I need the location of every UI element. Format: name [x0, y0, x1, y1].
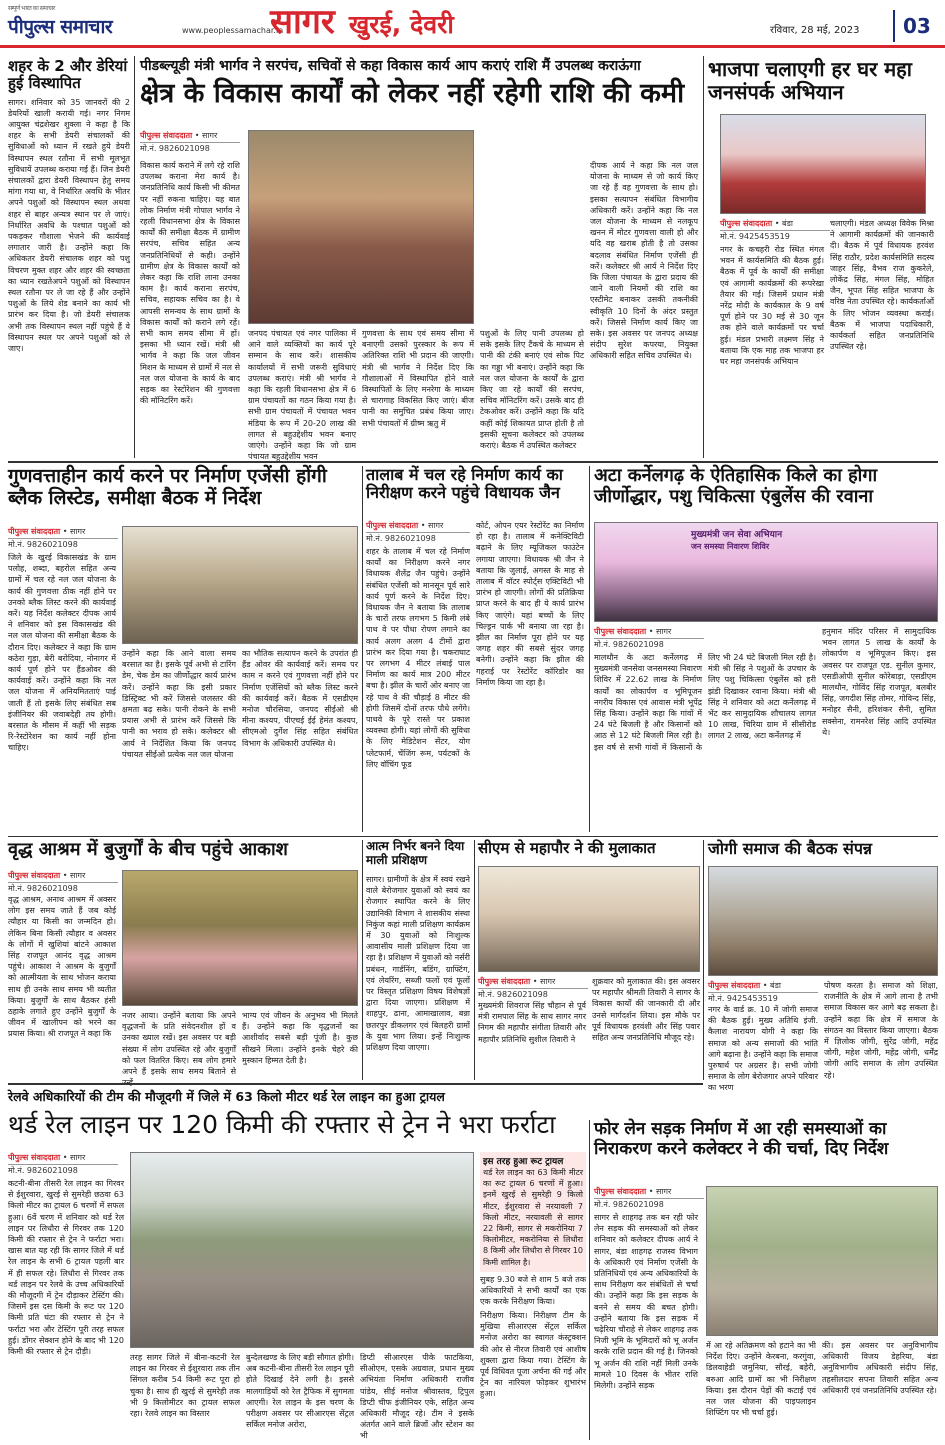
headline: तालाब में चल रहे निर्माण कार्य का निरीक्षण करने पहुंचे विधायक जैन	[366, 465, 563, 503]
issue-date: रविवार, 28 मई, 2023	[770, 25, 860, 36]
byline: पीपुल्स संवाददाता • बंडा	[708, 980, 818, 993]
mobile-number: मो.नं. 9826021098	[366, 534, 436, 543]
headline: सीएम से महापौर ने की मुलाकात	[478, 839, 656, 857]
city-title: सागर खुरई, देवरी	[270, 2, 454, 42]
kicker: रेलवे अधिकारियों की टीम की मौजूदगी में जिले में 63 किलो मीटर थर्ड रेल लाइन का हुआ ट्रायल	[8, 1089, 445, 1104]
sub-cities: खुरई, देवरी	[348, 10, 454, 39]
mobile-number: मो.नं. 9826021098	[8, 540, 78, 549]
story-blacklist-agency	[8, 466, 360, 832]
story-four-lane-road	[594, 1120, 938, 1440]
column-2: कोर्ट, ओपन एयर रेस्टोरेंट का निर्माण हो रहा है। तालाब में कनेक्टिविटी बढ़ाने के लिए म्यूजिकल फाउंटेन लगाया जाएगा। विधायक श्री जैन ने बताया कि जुलाई, अगस्त के माह से तालाब में वॉटर स्पोर्ट्स एक्टिविटी भी प्रारंभ हो जाएगी। लोगों की प्रतिक्रिया प्राप्त करने के बाद ही ये कार्य प्रारंभ किए जाएंगे। यहां बच्चों के लिए चिल्ड्रन पार्क भी बनाया जा रहा है। झील का निर्माण पूरा होने पर यह जगह शहर की सबसे सुंदर जगह बनेगी। उन्होंने कहा कि झील की गहराई पर रेस्टोरेंट कॉरिडोर का निर्माण किया जा रहा है।	[476, 521, 584, 687]
mobile-number: मो.नं. 9425453519	[708, 994, 778, 1003]
headline: क्षेत्र के विकास कार्यों को लेकर नहीं रहेगी राशि की कमी	[140, 78, 685, 109]
story-development-funds	[140, 56, 700, 462]
byline: पीपुल्स संवाददाता • सागर	[478, 976, 588, 989]
column-2: में आ रहे अतिक्रमण को हटाने का भी निर्देश दिए। उन्होंने केरबना, करगुंवा, डिलवाहेडी जमुनिया, सौरई, बहेरी, बरुआ आदि ग्रामों का भी निरीक्षण किया। इस दौरान पेड़ों की कटाई एवं नल जल योजना की पाइपलाइन शिफ्टिंग पर भी चर्चा हुई।	[706, 1341, 816, 1418]
column-1: मुख्यमंत्री शिवराज सिंह चौहान से पूर्व मंत्री रामपाल सिंह के साथ सागर नगर निगम की महापौर संगीता तिवारी और महापौर प्रतिनिधि सुशील तिवारी ने	[478, 1001, 586, 1044]
box-footnote: सुबह 9.30 बजे से शाम 5 बजे तक अधिकारियों ने सभी कार्यों का एक एक करके निरीक्षण किया।	[480, 1275, 586, 1307]
column-2: उन्होंने कहा कि आने वाला समय बरसात का है। इसके पूर्व अभी से टारिंग डेम, चेक डेम का जीर्णोद्धार कार्य प्रारंभ करें। उन्होंने कहा कि इसी प्रकार डिस्ट्रिक्ट भी करें जिससे जलस्तर की क्षमता बढ़ सके। पानी रोकने के सभी प्रयास अभी से प्रारंभ करें जिससे कि पानी का भराव हो सके। कलेक्टर श्री आर्य ने निर्देशित किया कि जनपद पंचायत सीईओ प्रत्येक नल जल योजना	[122, 649, 236, 759]
page-number: 03	[893, 10, 937, 42]
story-mayor-meets-cm	[478, 840, 700, 1080]
column-1: विकास कार्य कराने में लगे रहे राशि उपलब्ध कराना मेरा कार्य है। जनप्रतिनिधि कार्य किसी भी कीमत पर नहीं रुकना चाहिए। यह बात लोक निर्माण मंत्री गोपाल भार्गव ने रहली विधानसभा क्षेत्र के विकास कार्यों की समीक्षा बैठक में ग्रामीण सरपंच, सचिव सहित अन्य जनप्रतिनिधियों से कही। उन्होंने ग्रामीण क्षेत्र के विकास कार्यों को लेकर कहा कि राशि लाना उनका काम है। कार्य कराना सरपंच, सचिव, सहायक सचिव का है। वे आपसी समन्वय के साथ ग्रामों के विकास कार्यों को कराने लगे रहें। सभी काम समय सीमा में हों। इसका भी ध्यान रखें। मंत्री श्री भार्गव ने कहा कि जल जीवन मिशन के माध्यम से ग्रामों में नल से नल जल योजना के कार्य के बाद सड़क का रेस्टोरेशन की गुणवत्ता की मॉनिटरिंग करें।	[140, 161, 240, 406]
railway-track-photo	[130, 1152, 474, 1348]
column-1: कटनी-बीना तीसरी रेल लाइन का गिरवर से ईशुरवारा, खुरई से सुमरेही छठवा 63 किलो मीटर का ट्रायल 6 चरणों में सफल हुआ। 6वें चरण में शनिवार को थर्ड रेल लाइन पर लिधौरा से गिरवर तक 120 किमी की रफ्तार से ट्रेन ने फर्राटा भरा। खास बात यह रही कि सागर जिले में थर्ड रेल लाइन के सभी 6 ट्रायल पहली बार में ही सफल रहे। लिधौरा से गिरवर तक थर्ड लाइन पर रेलवे के उच्च अधिकारियों की मौजूदगी में ट्रेन दौड़ाकर टेस्टिंग की। जिसमें इस दस किमी के रूट पर 120 किमी प्रति घंटा की रफ्तार से ट्रेन ने फर्राटा भरा और टेस्टिंग पूरी तरह सफल हुई। डोंगर सेक्शन होने के बाद भी 120 किमी की रफ्तार से ट्रेन दौड़ी।	[8, 1179, 124, 1357]
headline: वृद्ध आश्रम में बुजुर्गों के बीच पहुंचे आकाश	[8, 839, 288, 860]
column-2: पोषण करता है। समाज को शिक्षा, राजनीति के क्षेत्र में आगे लाना है तभी समाज विकास कर आगे बढ़ सकता है। उन्होंने कहा कि क्षेत्र में समाज के संगठन का विस्तार किया जाएगा। बैठक में ज्ञिलोक जोगी, सुरेंद्र जोगी, महेंद्र जोगी, महेश जोगी, महेंद्र जोगी, धर्मेंद्र जोगी आदि समाज के लोग उपस्थित रहे।	[824, 981, 938, 1080]
column-4: डिप्टी सीआरएस पीके फाटकिया, सीओएम, एसके अग्रवाल, प्रधान मुख्य अभियंता निर्माण अधिकारी राजीव पांडेय, सीई मनोज श्रीवास्तव, ट्रिपुल डिप्टी चीफ इंजीनियर एके, सहित अन्य अधिकारी मौजूद रहे। टीम ने इसके अंतर्गत आने वाले ब्रिजों और स्टेशन का भी	[360, 1353, 474, 1441]
column-5: दीपक आर्य ने कहा कि नल जल योजना के माध्यम से जो कार्य किए जा रहे हैं वह गुणवत्ता के साथ हो। इसका सत्यापन संबंधित विभागीय अधिकारी करें। उन्होंने कहा कि नल जल योजना के माध्यम से नलकूप खनन में मोटर गुणवत्ता वाली हो और यदि वह खराब होती है तो उसका बदलाव संबंधित निर्माण एजेंसी ही करें। कलेक्टर श्री आर्य ने निर्देश दिए कि जिला पंचायत के द्वारा प्रदाय की जाने वाली नियमों की राशि का एस्टीमेट बनाकर उसकी तकनीकी स्वीकृति 10 दिनों के अंदर प्रस्तुत करें। जिससे निर्माण कार्य किए जा सके। इस अवसर पर जनपद अध्यक्ष संदीप सुरेश कपरया, नियुक्त अधिकारी सहित सचिव उपस्थित थे।	[590, 161, 698, 361]
headline: जोगी समाज की बैठक संपन्न	[708, 839, 873, 858]
story-old-age-home	[8, 840, 360, 1080]
mobile-number: मो.नं. 9425453519	[720, 232, 790, 241]
headline: गुणवत्ताहीन कार्य करने पर निर्माण एजेंसी होंगी ब्लैक लिस्टेड, समीक्षा बैठक में निर्देश	[8, 465, 327, 509]
mobile-number: मो.नं. 9826021098	[140, 144, 210, 153]
column-1: नगर के कचहरी रोड स्थित मंगल भवन में कार्यसमिति की बैठक हुई। बैठक में पूर्व के कार्यों की समीक्षा एवं आगामी कार्यक्रमों की रूपरेखा तैयार की गई। जिसमें प्रधान मंत्री नरेंद्र मोदी के कार्यकाल के 9 वर्ष पूर्ण होने पर 30 मई से 30 जून तक होने वाले कार्यक्रमों पर चर्चा हुई। मंडल प्रभारी लक्ष्मण सिंह ने बताया कि एक माह तक भाजपा हर घर महा जनसंपर्क अभियान	[720, 245, 824, 367]
headline: अटा कर्नेलगढ़ के ऐतिहासिक किले का होगा जीर्णोद्धार, पशु चिकित्सा एंबुलेंस की रवाना	[594, 465, 878, 507]
review-meeting-photo	[122, 526, 358, 644]
masthead	[0, 0, 945, 48]
byline: पीपुल्स संवाददाता • सागर	[594, 626, 704, 639]
column-1: वृद्ध आश्रम, अनाथ आश्रम में अक्सर लोग इस समय जाते हैं जब कोई त्यौहार या किसी का जन्मदिन हो। लेकिन बिना किसी त्यौहार व अवसर के लोगों में खुशियां बांटने आकाश सिंह राजपूत आनंद वृद्ध आश्रम पहुंचे। आकाश ने आश्रम के बुजुर्गों को आत्मीयता के साथ भोजन कराया साथ ही उनके साथ समय भी व्यतीत किया। बुजुर्गों के साथ बैठकर हंसी ठहाके लगाते हुए उन्होंने बुजुर्गों के जीवन में खालीपन को भरने का प्रयास किया। श्री राजपूत ने कहा कि	[8, 895, 116, 1039]
story-lake-inspection	[366, 466, 586, 832]
mobile-number: मो.नं. 9826021098	[478, 990, 548, 999]
mobile-number: मो.नं. 9826021098	[594, 640, 664, 649]
byline: पीपुल्स संवाददाता • सागर	[8, 526, 118, 539]
mobile-number: मो.नं. 9826021098	[594, 1200, 664, 1209]
road-inspection-photo	[706, 1186, 938, 1336]
headline: आत्म निर्भर बनने दिया माली प्रशिक्षण	[366, 839, 465, 867]
jogi-meeting-photo	[708, 866, 938, 976]
column-2: हनुमान मंदिर परिसर में सामुदायिक भवन लागत 5 लाख के कार्यों के लोकार्पण व भूमिपूजन किए। इस अवसर पर राजपूत एड. सुनील कुमार, एसडीओपी सुनील कोरेबाड़ा, एसडीएम मालथौन, गोविंद सिंह राजपूत, बलबीर सिंह, जगदीश सिंह तोमर, गोविन्द सिंह, मनोहर सैनी, हरिशंकर सैनी, सुमित सक्सेना, रामनरेश सिंह आदि उपस्थित थे।	[822, 627, 936, 737]
column-3: की। इस अवसर पर अनुविभागीय अधिकारी विजय डेहरिया, बंडा अनुविभागीय अधिकारी संदीप सिंह, तहसीलदार सपना तिवारी सहित अन्य अधिकारी एवं जनप्रतिनिधि उपस्थित रहे।	[822, 1341, 938, 1395]
byline: पीपुल्स संवाददाता • सागर	[366, 520, 470, 533]
story-gardener-training	[366, 840, 470, 1080]
elderly-photo	[122, 870, 358, 1006]
column-3: बुन्देलखण्ड के लिए बड़ी सौगात होगी। अब कटनी-बीना तीसरी रेल लाइन पूरी होते दिखाई देने लगी है। इससे मालगाड़ियों को रेल ट्रैफिक में सुगमता आएगी। रेल लाइन के इस चरण के परीक्षण अवसर पर सीआरएस सेंट्रल सर्किल मनोज अरोरा,	[246, 1353, 354, 1430]
column-2: नजर आया। उन्होंने बताया कि अपने वृद्धजनों के प्रति संवेदनशील हों व उनका ख्याल रखें। इस अवसर पर बड़ी संख्या में लोग उपस्थित रहे और बुजुर्गों को फल वितरित किए। सब लोग हमारे अपने हैं इसके साथ समय बिताने से	[122, 1011, 236, 1077]
column-2: शुक्रवार को मुलाकात की। इस अवसर पर महापौर श्रीमती तिवारी ने सागर के विकास कार्यों की जानकारी दी और उनसे मार्गदर्शन लिया। इस मौके पर पूर्व विधायक हरवंशी और सिंह पवार सहित अन्य जनप्रतिनिधि मौजूद रहे।	[592, 977, 700, 1043]
column-2: चलाएगी। मंडल अध्यक्ष विवेक मिश्रा ने आगामी कार्यक्रमों की जानकारी दी। बैठक में पूर्व विधायक हरवंश सिंह राठौर, प्रदेश कार्यसमिति सदस्य जाहर सिंह, वैभव राज कुकरेले, लोकेंद्र सिंह, मंगल सिंह, मोहित जैन, भूपत सिंह सहित भाजपा के वरिष्ठ नेता उपस्थित रहे। कार्यकर्ताओं के लिए भोजन व्यवस्था कराई। बैठक में भाजपा पदाधिकारी, कार्यकर्ता सहित जनप्रतिनिधि उपस्थित रहे।	[830, 219, 934, 352]
route-trial-box: इस तरह हुआ रूट ट्रायल थर्ड रेल लाइन का 63 किमी मीटर का रूट ट्रायल 6 चरणों में हुआ। इनमें खुरई से सुमरेही 9 किलो मीटर, ईशुरवारा से नरयावली 7 किलो मीटर, नरयावली से सागर 22 किमी, सागर से मकरोनिया 7 किलोमीटर, मकरोनिया से लिधौरा 8 किमी और लिधौरा से गिरवर 10 किमी शामिल है।	[480, 1152, 586, 1272]
kicker: पीडब्ल्यूडी मंत्री भार्गव ने सरपंच, सचिवों से कहा विकास कार्य आप कराएं राशि मैं उपलब्ध कराऊंगा	[140, 58, 641, 74]
column-3: गुणवत्ता के साथ एवं समय सीमा में बनाएगी उसको पुरस्कार के रूप में अतिरिक्त राशि भी प्रदान की जाएगी। मंत्री श्री भार्गव ने निर्देश दिए कि गौशालाओं में विस्थापित होने वाले विस्थापितों के लिए मनरेगा के माध्यम से चारागाह विकसित किए जाएं। बीज पानी का समुचित प्रबंध किया जाए। सभी पंचायतों में ग्रीष्म ऋतु में	[362, 329, 474, 428]
column-3: भाग्य एवं जीवन के अनुभव भी मिलते हैं। उन्होंने कहा कि वृद्धजनों का आशीर्वाद सबसे बड़ी पूंजी है। कुछ सीखने मिला। उन्होंने इनके चेहरे की मुस्कान हिम्मत देती है।	[242, 1011, 358, 1065]
website-url[interactable]: www.peoplessamachar.in	[182, 26, 284, 35]
byline: पीपुल्स संवाददाता • सागर	[8, 1152, 118, 1165]
bjp-meeting-photo	[720, 114, 926, 214]
newspaper-logo: सम्पूर्ण भारत का समाचार पीपुल्स समाचार	[8, 5, 113, 38]
column-1: जिले के खुरई विकासखंड के ग्राम पलोह, शब्दा, बहरोल सहित अन्य ग्रामों में चल रहे नल जल योजना के कार्य की गुणवत्ता ठीक नहीं होने पर उनको ब्लैक लिस्ट करने की कार्यवाई करें। यह निर्देश कलेक्टर दीपक आर्य ने शनिवार को इस विकासखंड की नल जल योजना की समीक्षा बैठक के दौरान दिए। कलेक्टर ने कहा कि ग्राम कठेरा गुड़ा, बेरी बरोदिया, नोनागर में कार्य पूर्ण होने पर हैंडओवर की कार्यवाई करें। उन्होंने कहा कि नल जल योजना में अनियमितताएं पाई जाती हैं तो इसके लिए संबंधित सब इंजीनियर की जवाबदेही तय होगी। बरसात के मौसम में कहीं भी सड़क रि-रेस्टोरेशन का कार्य नहीं होना चाहिए।	[8, 553, 116, 753]
column-2: तरह सागर जिले में बीना-कटनी रेल लाइन का गिरवर से ईशुरवारा तक तीन सिंगल करीब 54 किमी रूट पूरा हो चुका है। साथ ही खुरई से सुमरेही तक भी 9 किलोमीटर का ट्रायल सफल रहा। रेलवे लाइन का विस्तार	[130, 1353, 240, 1419]
column-1: नगर के वार्ड क्र. 10 में जोगी समाज की बैठक हुई। मुख्य अतिथि इंजी. कैलाश नारायण योगी ने कहा कि समाज को अन्य समाजों की भांति आगे बढ़ाना है। उन्होंने कहा कि समाज पुरुषार्थ पर अग्रसर है। सभी जोगी समाज के लोग बेरोजगार अपने परिवार का भरण	[708, 1005, 818, 1093]
headline: फोर लेन सड़क निर्माण में आ रही समस्याओं का निराकरण करने कलेक्टर ने की चर्चा, दिए निर्देश	[594, 1119, 889, 1159]
camp-photo: मुख्यमंत्री जन सेवा अभियान जन समस्या निवारण शिविर	[594, 522, 938, 622]
byline: पीपुल्स संवाददाता • सागर	[140, 130, 240, 143]
headline: शहर के 2 और डेरियां हुई विस्थापित	[8, 57, 128, 93]
headline: थर्ड रेल लाइन पर 120 किमी की रफ्तार से ट्रेन ने भरा फर्राटा	[8, 1110, 556, 1139]
byline: पीपुल्स संवाददाता • बंडा	[720, 218, 830, 231]
story-dairy-relocation	[8, 58, 130, 458]
column-1: सागर। ग्रामीणों के क्षेत्र में स्वयं रखने वाले बेरोजगार युवाओं को स्वयं का रोजगार स्थापित करने के लिए उद्यानिकी विभाग ने शासकीय संस्था निकुंज कहां माली प्रशिक्षण कार्यक्रम में 30 युवाओं को निःशुल्क आवासीय माली प्रशिक्षण दिया जा रहा है। प्रशिक्षण में युवाओं को नर्सरी प्रबंधन, गार्डनिंग, बडिंग, ग्राफ्टिंग, एवं लेयरिंग, सब्जी फलों एवं फूलों पर विस्तृत प्रशिक्षण विषय विशेषज्ञों द्वारा दिया जाएगा। प्रशिक्षण में शाहपुर, ढाना, आमाखालाव, बन्ना छतरपुर डीकलगर एवं बिलहरी ग्रामों के युवा भाग लिया। इन्हें निःशुल्क प्रशिक्षण दिया जाएगा।	[366, 875, 470, 1053]
byline: पीपुल्स संवाददाता • सागर	[594, 1186, 704, 1199]
story-third-rail-line	[8, 1088, 586, 1440]
column-1: मालथौन के अटा कर्नेलगढ़ में मुख्यमंत्री जनसेवा जनसमस्या निवारण शिविर में 22.62 लाख के निर्माण कार्यों का लोकार्पण व भूमिपूजन नगरीय विकास एवं आवास मंत्री भूपेंद्र सिंह किया। उन्होंने कहा कि गांवों में 24 घंटे बिजली है और किसानों को आठ से 12 घंटे बिजली मिल रही है। इस वर्ष से सभी गांवों में किसानों के लिए भी 24 घंटे बिजली मिल रही है। मंत्री श्री सिंह ने पशुओं के उपचार के लिए पशु चिकित्सा एंबुलेंस को हरी झंडी दिखाकर रवाना किया। मंत्री श्री सिंह ने शनिवार को अटा कर्नेलगढ़ में भेंट कर सामुदायिक शौचालय लागत 10 लाख, चिरिया ग्राम में सीसीरोड लागत 2 लाख, अटा कर्नेलगढ़ में	[594, 653, 816, 752]
column-2: जनपद पंचायत एवं नगर पालिका में आने वाले व्यक्तियों का कार्य पूरे सम्मान के साथ करें। शासकीय कार्यालयों में सभी जरूरी सुविधाएं उपलब्ध कराएं। मंत्री श्री भार्गव ने कहा कि रहली विधानसभा क्षेत्र में 6 ग्राम पंचायतों का गठन किया गया है। सभी ग्राम पंचायतों में पंचायत भवन मंडिया के रूप में 20-20 लाख की लागत से बहुउद्देशीय भवन बनाए जाएंगे। उन्होंने कहा कि जो ग्राम पंचायत बहुउद्देशीय भवन	[248, 329, 356, 462]
byline: पीपुल्स संवाददाता • सागर	[8, 870, 118, 883]
meeting-photo	[248, 130, 474, 324]
mobile-number: मो.नं. 9826021098	[8, 1166, 78, 1175]
cm-meeting-photo	[478, 866, 700, 972]
column-1: सागर से शाहगढ़ तक बन रही फोर लेन सड़क की समस्याओं को लेकर शनिवार को कलेक्टर दीपक आर्य ने सागर, बंडा शाहगढ़ राजस्व विभाग के अधिकारी एवं निर्माण एजेंसी के प्रतिनिधियों एवं अन्य अधिकारियों के साथ निरीक्षण कर संबंधितों से चर्चा की। उन्होंने कहा कि इस सड़क के बनने से समय की बचत होगी। उन्होंने बताया कि इस सड़क में चढ़ेरिया चौराहे से लेकर शाहगढ़ तक निजी भूमि के भूमिदारों को भू अर्जन करके राशि प्रदान की गई है। जिनको भू अर्जन की राशि नहीं मिली उनके मामले 10 दिवस के भीतर राशि मिलेगी। उन्होंने सड़क	[594, 1213, 698, 1391]
story-jogi-samaj	[708, 840, 938, 1116]
column-1: शहर के तालाब में चल रहे निर्माण कार्यों का निरीक्षण करने नगर विधायक शैलेंद्र जैन पहुंचे। उन्होंने संबंधित एजेंसी को मानसून पूर्व सारे कार्य पूर्ण करने के निर्देश दिए। विधायक जैन ने बताया कि तालाब के चारों तरफ लगभग 5 किमी लंबे पाथ वे पर पौधा रोपण लगाने का कार्य अलग अलग 4 टीमों द्वारा प्रारंभ कर दिया गया है। चकराघाट पर लगभग 4 मीटर लंबाई पाल निर्माण का कार्य मात्र 200 मीटर बचा है। झील के चारों ओर बनाए जा रहे पाथ वे की चौड़ाई 8 मीटर की होगी जिसमें दोनों तरफ पौधे लगेंगे। पाथवे के पूरे रास्ते पर प्रकाश व्यवस्था होगी। यहां लोगों की सुविधा के लिए मेडिटेशन सेंटर, योग प्लेटफार्म, चेंजिंग रूम, पर्यटकों के लिए वॉचिंग फूड	[366, 547, 470, 769]
column-3: का भौतिक सत्यापन करने के उपरांत ही हैंड ओवर की कार्यवाई करें। समय पर काम न करने एवं गुणवत्ता नहीं होने पर निर्माण एजेंसियों को ब्लैक लिस्ट करने की कार्यवाई करें। बैठक में एसडीएम मनोज चौरसिया, जनपद सीईओ श्री मीना कश्यप, पीएचई ईई हेमंत कश्यप, सीएमओ दुर्गेश सिंह सहित संबंधित विभाग के अधिकारी उपस्थित थे।	[242, 649, 358, 748]
column-4: पशुओं के लिए पानी उपलब्ध हो सके इसके लिए टैंकचे के माध्यम से पानी की टंकी बनाएं एवं सोक पिट का गड्डा भी बनाएं। उन्होंने कहा कि नल जल योजना के कार्यों के द्वारा किए जा रहे कार्यों की सरपंच, सचिव मॉनिटरिंग करें। उसके बाद ही टेकओवर करें। उन्होंने कहा कि यदि कहीं कोई शिकायत प्राप्त होती है तो इसकी सूचना कलेक्टर को उपलब्ध कराएं। बैठक में उपस्थित कलेक्टर	[480, 329, 584, 451]
headline: भाजपा चलाएगी हर घर महा जनसंपर्क अभियान	[708, 57, 912, 104]
story-fort-restoration	[594, 466, 938, 832]
column-5: निरीक्षण किया। निरीक्षण टीम के मुखिया सीआरएस सेंट्रल सर्किल मनोज अरोरा का स्वागत कंस्ट्रक्शन की ओर से नीरज तिवारी एवं आशीष शुक्ला द्वारा किया गया। टेस्टिंग के पूर्व विधिवत पूजा अर्चना की गई और ट्रेन का नारियल फोड़कर शुभारंभ हुआ।	[480, 1311, 586, 1399]
story-bjp-campaign	[708, 58, 938, 458]
story-body: सागर। शनिवार को 35 जानवरों की 2 डेयरियों खाली करायी गई। नगर निगम आयुक्त चंद्रशेखर शुक्ला ने कहा है कि शहर के सभी डेयरी संचालकों की सुविधाओं को ध्यान में रखते हुये डेयरी विस्थापन स्थल रतौना में सभी मूलभूत सुविधायें उपलब्ध कराया गई हैं। जिन डेयरी संचालकों द्वारा डेयरी विस्थापन हेतु समय मांगा गया था, वे निर्धारित अवधि के भीतर अपने पशुओं को विस्थापन स्थल अथवा शहर से बाहर अन्यत्र स्थान पर ले जाएं। निर्धारित अवधि के पश्चात पशुओं को पकड़कर गौशाला भेजने की कार्यवाई लगातार जारी है। उन्होंने कहा कि अधिकतर डेयरी संचालक शहर को पशु विचरण मुक्त शहर और शहर की स्वच्छता का ध्यान रखतेअपने पशुओं को विस्थापन स्थल रतौना पर ले जा रहे हैं और उन्होंने पशुओं के लिये शेड बनाने का कार्य भी प्रारंभ कर दिया है। जो डेयरी संचालक अभी तक विस्थापन स्थल नहीं पहुंचे हैं वे विस्थापन स्थल पर अपने पशुओं को ले जाए।	[8, 97, 130, 353]
mobile-number: मो.नं. 9826021098	[8, 884, 78, 893]
